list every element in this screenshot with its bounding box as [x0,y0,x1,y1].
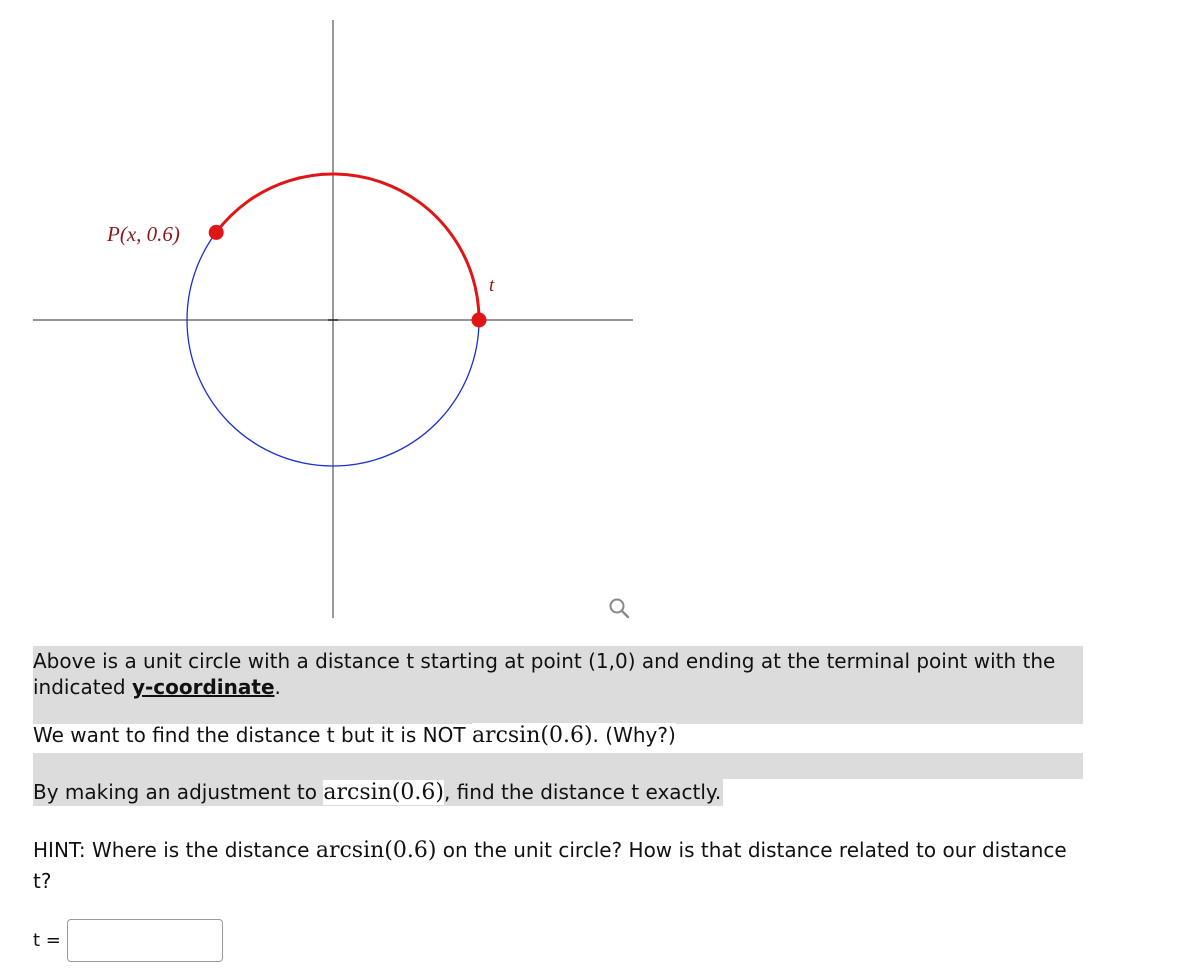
answer-input[interactable] [67,919,223,962]
p1-text-start: Above is a unit circle with a distance t starting at point (1,0) and ending at the terminal point with the indicated [33,649,1056,699]
start-point [472,313,487,328]
p3-text-end: , find the distance t exactly. [443,780,722,804]
hint-text-start: HINT: Where is the distance [33,838,316,862]
hint-text-end: on the unit circle? How is that distance related to our distance t? [33,838,1067,893]
p2-text-start: We want to find the distance t but it is NOT [33,723,472,747]
problem-paragraph-3 [33,779,723,806]
p3-text-start: By making an adjustment to [33,780,324,804]
arc-t [216,174,479,320]
answer-label: t = [33,930,61,951]
unit-circle-figure [0,0,660,630]
problem-paragraph-2 [33,722,1083,749]
zoom-button[interactable] [604,594,634,624]
problem-paragraph-1 [33,646,1083,724]
magnifier-icon [604,594,634,624]
terminal-point [209,225,224,240]
paragraph-band [33,753,1083,779]
p3-math-arcsin: arcsin(0.6) [323,780,444,805]
hint-paragraph [33,835,1073,896]
p2-text-end: . (Why?) [592,723,676,747]
terminal-point-label: P(x, 0.6) [107,222,180,246]
p1-text-end: . [274,675,281,699]
hint-math-arcsin: arcsin(0.6) [315,838,437,863]
p2-math-arcsin: arcsin(0.6) [471,723,593,748]
arc-label: t [489,275,495,296]
y-coordinate-link[interactable]: y-coordinate [131,675,275,699]
